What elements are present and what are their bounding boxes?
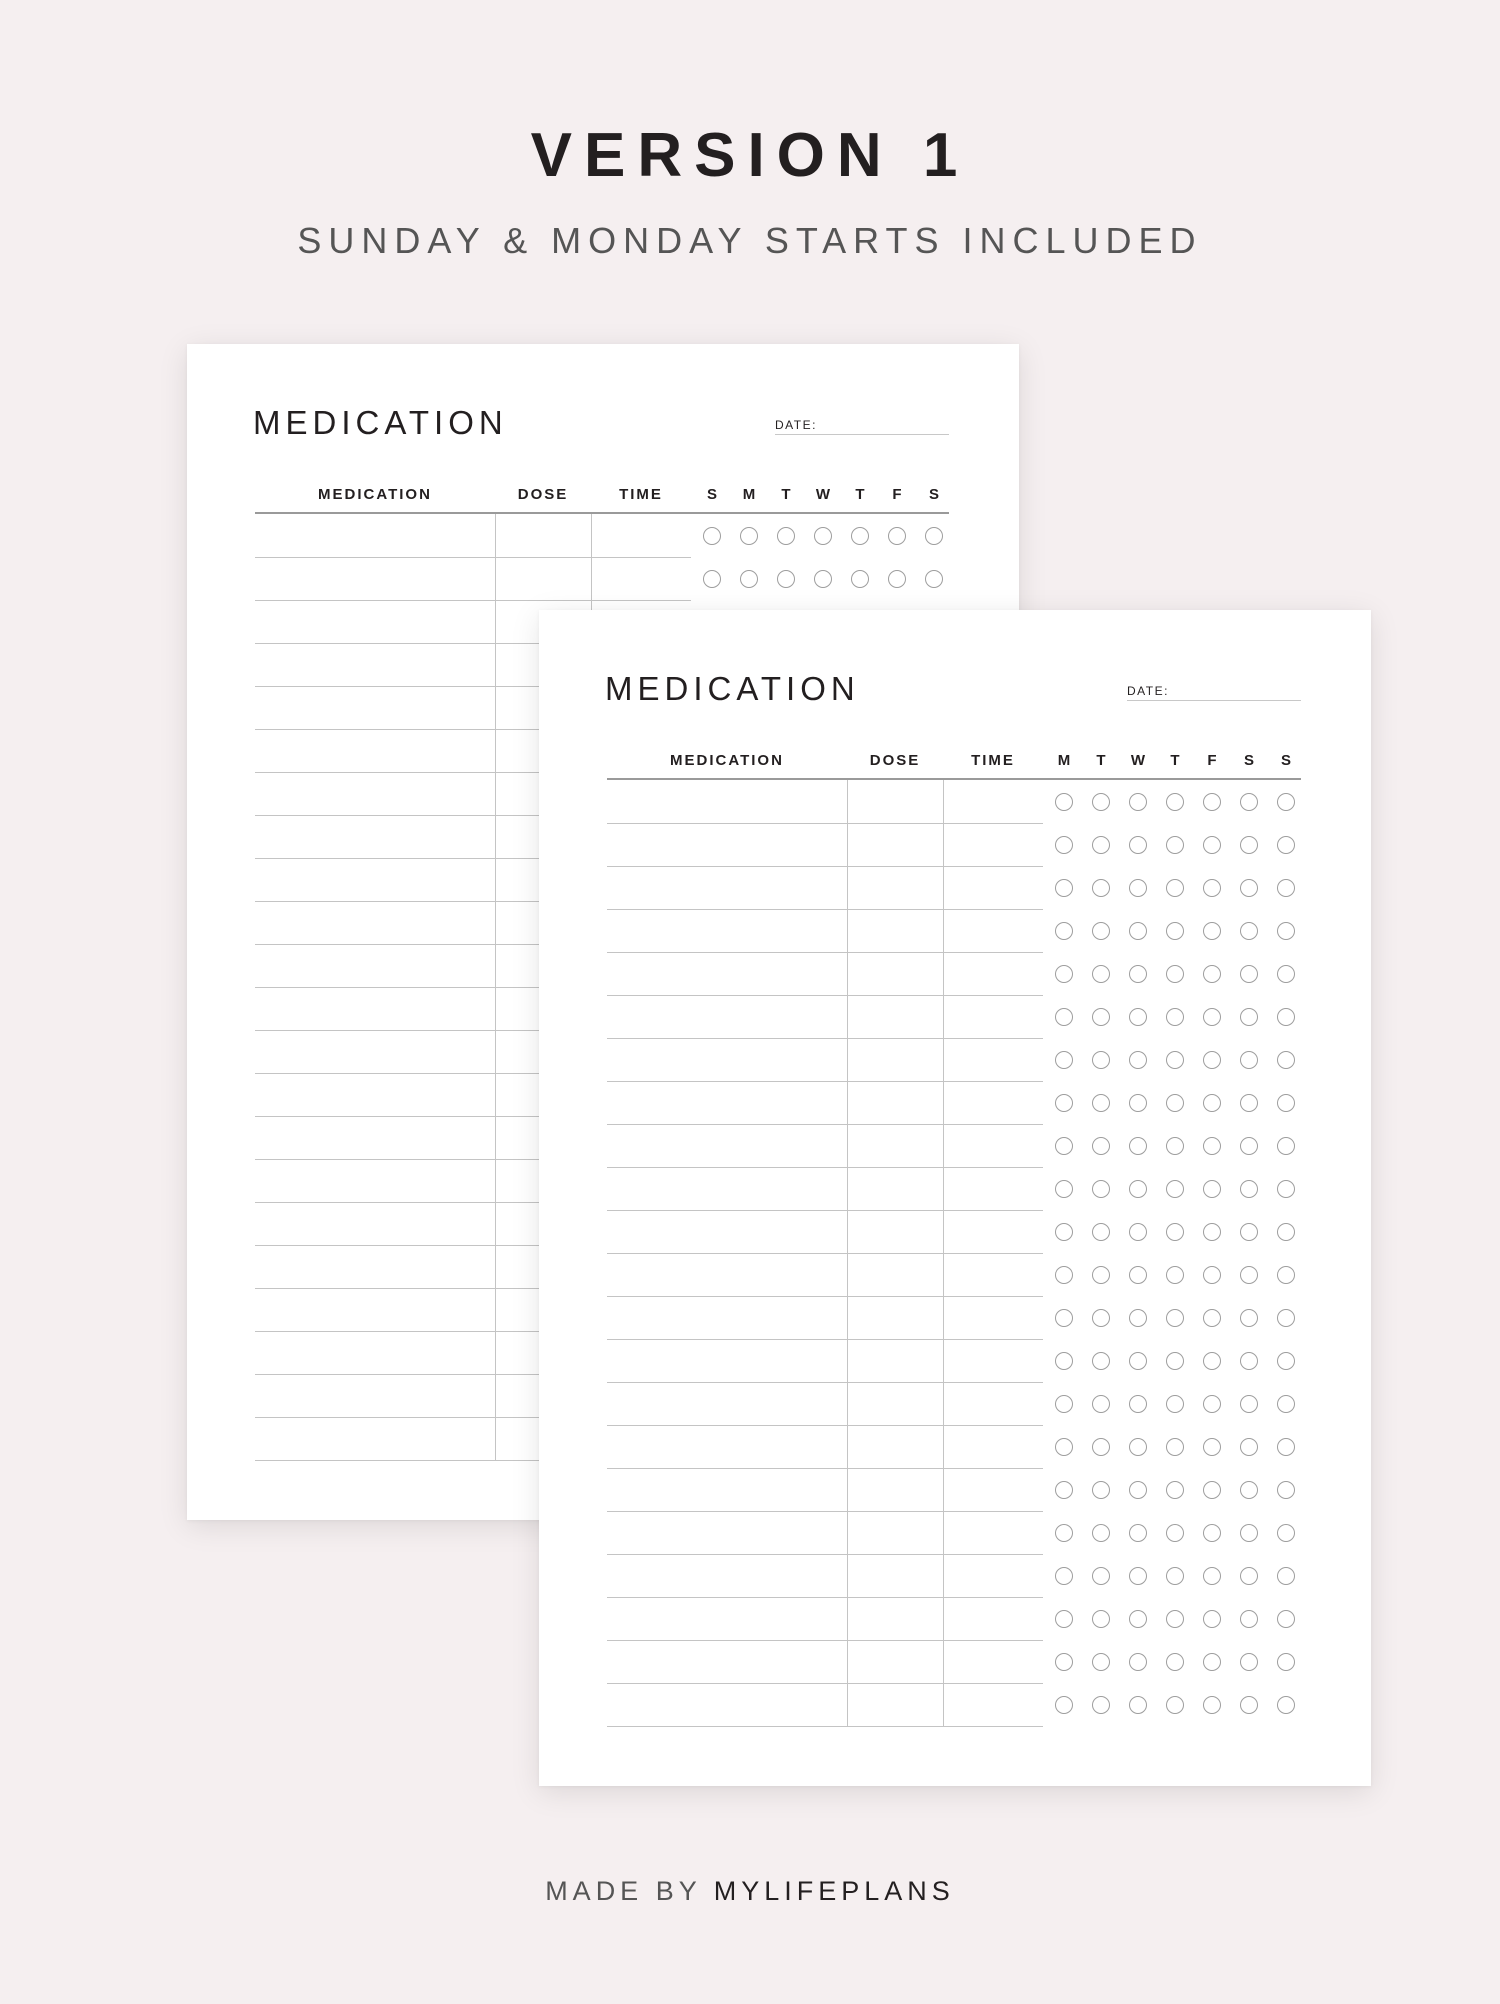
row-rule [607,1253,1043,1254]
day-checkbox[interactable] [1055,1094,1073,1112]
day-checkbox[interactable] [1092,1266,1110,1284]
day-checkbox[interactable] [1277,1610,1295,1628]
day-checkbox[interactable] [1203,1094,1221,1112]
day-checkbox[interactable] [1240,1395,1258,1413]
day-checkbox[interactable] [1129,1051,1147,1069]
day-checkbox[interactable] [1277,1180,1295,1198]
day-checkbox[interactable] [1277,1352,1295,1370]
day-checkbox[interactable] [1203,922,1221,940]
day-checkbox[interactable] [1277,1094,1295,1112]
row-rule [607,1597,1043,1598]
day-checkbox[interactable] [1203,1137,1221,1155]
day-checkbox[interactable] [1129,1653,1147,1671]
row-rule [607,1726,1043,1727]
day-checkbox[interactable] [1129,836,1147,854]
date-field-line [775,434,949,435]
row-rule [607,1167,1043,1168]
day-checkbox[interactable] [1203,1438,1221,1456]
day-checkbox[interactable] [777,527,795,545]
day-checkbox[interactable] [703,570,721,588]
day-checkbox[interactable] [1203,1653,1221,1671]
day-checkbox[interactable] [1240,1653,1258,1671]
day-checkbox[interactable] [1092,1352,1110,1370]
day-checkbox[interactable] [1166,1051,1184,1069]
day-header: M [1057,752,1071,769]
day-checkbox[interactable] [1240,1223,1258,1241]
row-rule [607,1640,1043,1641]
day-checkbox[interactable] [1277,1481,1295,1499]
day-checkbox[interactable] [1166,1180,1184,1198]
day-checkbox[interactable] [1166,1266,1184,1284]
day-header: T [1096,752,1106,769]
row-rule [607,1038,1043,1039]
day-checkbox[interactable] [1240,836,1258,854]
day-checkbox[interactable] [1277,965,1295,983]
day-checkbox[interactable] [1092,1524,1110,1542]
day-checkbox[interactable] [1166,965,1184,983]
day-checkbox[interactable] [1055,793,1073,811]
day-checkbox[interactable] [1166,1309,1184,1327]
day-checkbox[interactable] [1277,922,1295,940]
day-checkbox[interactable] [1129,1610,1147,1628]
day-checkbox[interactable] [1129,1137,1147,1155]
row-rule [607,1124,1043,1125]
day-checkbox[interactable] [1092,1567,1110,1585]
row-rule [607,1081,1043,1082]
day-checkbox[interactable] [1203,1395,1221,1413]
day-checkbox[interactable] [1055,1610,1073,1628]
day-checkbox[interactable] [1240,922,1258,940]
day-checkbox[interactable] [740,527,758,545]
day-checkbox[interactable] [1129,1008,1147,1026]
day-checkbox[interactable] [703,527,721,545]
day-checkbox[interactable] [888,527,906,545]
day-checkbox[interactable] [1166,1696,1184,1714]
day-checkbox[interactable] [1203,1180,1221,1198]
row-rule [607,1511,1043,1512]
day-checkbox[interactable] [1240,1524,1258,1542]
day-checkbox[interactable] [1092,1223,1110,1241]
day-checkbox[interactable] [1203,1610,1221,1628]
sheet-title: MEDICATION [253,404,508,441]
day-checkbox[interactable] [1092,1696,1110,1714]
day-checkbox[interactable] [1129,1395,1147,1413]
date-field-line [1127,700,1301,701]
day-checkbox[interactable] [1092,1309,1110,1327]
day-checkbox[interactable] [1055,1137,1073,1155]
day-checkbox[interactable] [1203,1524,1221,1542]
row-rule [607,1339,1043,1340]
row-rule [607,866,1043,867]
column-header-time: TIME [971,752,1015,769]
day-checkbox[interactable] [1166,1094,1184,1112]
day-checkbox[interactable] [1092,1180,1110,1198]
day-checkbox[interactable] [1055,1352,1073,1370]
day-checkbox[interactable] [1055,1051,1073,1069]
day-checkbox[interactable] [1092,793,1110,811]
day-checkbox[interactable] [1129,1223,1147,1241]
day-header: F [1207,752,1217,769]
footer-credit [0,1876,1500,1907]
banner-title: VERSION 1 [530,121,970,190]
day-header: S [1243,752,1254,769]
row-rule [607,1468,1043,1469]
day-checkbox[interactable] [1129,1567,1147,1585]
day-checkbox[interactable] [1203,793,1221,811]
day-checkbox[interactable] [1277,1524,1295,1542]
day-header: T [855,486,865,503]
planner-sheet-monday-start [539,610,1371,1786]
row-rule [255,557,691,558]
day-checkbox[interactable] [1203,1266,1221,1284]
day-checkbox[interactable] [1166,1438,1184,1456]
day-checkbox[interactable] [777,570,795,588]
date-label: DATE: [775,418,817,432]
day-checkbox[interactable] [1092,1395,1110,1413]
day-checkbox[interactable] [1277,1137,1295,1155]
column-header-time: TIME [619,486,663,503]
row-rule [255,600,691,601]
row-rule [607,952,1043,953]
day-checkbox[interactable] [1092,1137,1110,1155]
day-checkbox[interactable] [1129,879,1147,897]
day-checkbox[interactable] [1203,1223,1221,1241]
day-checkbox[interactable] [1277,1008,1295,1026]
row-rule [607,1296,1043,1297]
day-checkbox[interactable] [1203,1352,1221,1370]
day-checkbox[interactable] [1240,965,1258,983]
day-checkbox[interactable] [1203,1696,1221,1714]
day-checkbox[interactable] [814,570,832,588]
day-checkbox[interactable] [1092,1653,1110,1671]
day-checkbox[interactable] [1092,879,1110,897]
day-checkbox[interactable] [1055,965,1073,983]
row-rule [607,1210,1043,1211]
day-checkbox[interactable] [1092,1051,1110,1069]
day-checkbox[interactable] [851,527,869,545]
day-checkbox[interactable] [1129,1180,1147,1198]
day-checkbox[interactable] [740,570,758,588]
header-rule [255,512,949,514]
day-checkbox[interactable] [1240,879,1258,897]
day-header: T [781,486,791,503]
header-rule [607,778,1301,780]
day-checkbox[interactable] [1240,1008,1258,1026]
day-header: W [815,486,831,503]
day-checkbox[interactable] [1055,1524,1073,1542]
day-checkbox[interactable] [1240,1180,1258,1198]
day-checkbox[interactable] [1277,1395,1295,1413]
day-checkbox[interactable] [1277,1653,1295,1671]
day-checkbox[interactable] [1129,1266,1147,1284]
day-checkbox[interactable] [1055,1266,1073,1284]
row-rule [607,1425,1043,1426]
day-checkbox[interactable] [1277,1051,1295,1069]
day-checkbox[interactable] [1166,1610,1184,1628]
day-checkbox[interactable] [1240,1438,1258,1456]
day-checkbox[interactable] [1055,1567,1073,1585]
day-checkbox[interactable] [925,570,943,588]
column-header-dose: DOSE [869,752,921,769]
day-header: T [1170,752,1180,769]
day-checkbox[interactable] [1240,1696,1258,1714]
day-checkbox[interactable] [1129,1438,1147,1456]
day-checkbox[interactable] [1166,793,1184,811]
day-checkbox[interactable] [1277,879,1295,897]
day-checkbox[interactable] [1129,1481,1147,1499]
day-checkbox[interactable] [1203,1481,1221,1499]
day-checkbox[interactable] [1277,836,1295,854]
day-checkbox[interactable] [1092,1610,1110,1628]
day-checkbox[interactable] [1055,1696,1073,1714]
day-checkbox[interactable] [1166,1223,1184,1241]
day-checkbox[interactable] [1129,922,1147,940]
day-checkbox[interactable] [1092,1481,1110,1499]
day-checkbox[interactable] [1203,1051,1221,1069]
day-checkbox[interactable] [1166,836,1184,854]
day-checkbox[interactable] [1277,1309,1295,1327]
day-checkbox[interactable] [1240,1567,1258,1585]
row-rule [607,823,1043,824]
day-checkbox[interactable] [1055,1481,1073,1499]
column-header-medication: MEDICATION [318,486,432,503]
day-checkbox[interactable] [1166,1395,1184,1413]
day-checkbox[interactable] [1092,1094,1110,1112]
day-checkbox[interactable] [925,527,943,545]
day-checkbox[interactable] [1166,1653,1184,1671]
day-checkbox[interactable] [814,527,832,545]
day-checkbox[interactable] [1166,1481,1184,1499]
day-checkbox[interactable] [1055,1008,1073,1026]
day-checkbox[interactable] [1055,1395,1073,1413]
day-checkbox[interactable] [1129,793,1147,811]
day-checkbox[interactable] [1240,1352,1258,1370]
day-checkbox[interactable] [1277,793,1295,811]
day-checkbox[interactable] [1055,836,1073,854]
day-checkbox[interactable] [1240,1094,1258,1112]
day-checkbox[interactable] [1092,1008,1110,1026]
day-checkbox[interactable] [1277,1567,1295,1585]
day-checkbox[interactable] [1240,1309,1258,1327]
day-checkbox[interactable] [1240,1137,1258,1155]
day-checkbox[interactable] [1277,1266,1295,1284]
day-checkbox[interactable] [1277,1696,1295,1714]
day-checkbox[interactable] [1055,1223,1073,1241]
day-checkbox[interactable] [1129,965,1147,983]
day-checkbox[interactable] [1092,922,1110,940]
row-rule [607,1554,1043,1555]
date-label: DATE: [1127,684,1169,698]
footer-brand: MYLIFEPLANS [713,1876,955,1906]
day-checkbox[interactable] [1129,1696,1147,1714]
day-checkbox[interactable] [1277,1223,1295,1241]
day-header: F [892,486,902,503]
column-header-medication: MEDICATION [670,752,784,769]
sheet-title: MEDICATION [605,670,860,707]
day-checkbox[interactable] [1277,1438,1295,1456]
day-checkbox[interactable] [1055,879,1073,897]
day-checkbox[interactable] [1240,1051,1258,1069]
day-checkbox[interactable] [1166,1008,1184,1026]
day-checkbox[interactable] [1166,922,1184,940]
day-checkbox[interactable] [1092,836,1110,854]
column-header-dose: DOSE [517,486,569,503]
day-checkbox[interactable] [1166,879,1184,897]
day-checkbox[interactable] [1055,1653,1073,1671]
day-checkbox[interactable] [1092,1438,1110,1456]
day-checkbox[interactable] [1055,1309,1073,1327]
day-checkbox[interactable] [1240,1610,1258,1628]
day-checkbox[interactable] [1055,1180,1073,1198]
day-checkbox[interactable] [1240,793,1258,811]
row-rule [607,995,1043,996]
day-header: S [1280,752,1291,769]
day-checkbox[interactable] [1166,1137,1184,1155]
day-checkbox[interactable] [1203,879,1221,897]
row-rule [607,1683,1043,1684]
day-checkbox[interactable] [1129,1524,1147,1542]
footer-made-by: MADE BY [545,1876,702,1906]
day-checkbox[interactable] [1092,965,1110,983]
day-checkbox[interactable] [1203,1567,1221,1585]
row-rule [607,909,1043,910]
day-checkbox[interactable] [1129,1352,1147,1370]
day-checkbox[interactable] [1203,1309,1221,1327]
day-header: M [742,486,756,503]
day-header: W [1130,752,1146,769]
day-checkbox[interactable] [1129,1309,1147,1327]
day-checkbox[interactable] [888,570,906,588]
row-rule [607,1382,1043,1383]
day-checkbox[interactable] [1166,1567,1184,1585]
day-checkbox[interactable] [1203,965,1221,983]
day-checkbox[interactable] [1055,922,1073,940]
day-checkbox[interactable] [1203,836,1221,854]
day-header: S [928,486,939,503]
day-checkbox[interactable] [1240,1266,1258,1284]
day-checkbox[interactable] [1203,1008,1221,1026]
day-checkbox[interactable] [1240,1481,1258,1499]
day-checkbox[interactable] [851,570,869,588]
banner-subtitle: SUNDAY & MONDAY STARTS INCLUDED [297,220,1203,261]
day-checkbox[interactable] [1055,1438,1073,1456]
day-checkbox[interactable] [1129,1094,1147,1112]
day-header: S [706,486,717,503]
day-checkbox[interactable] [1166,1524,1184,1542]
day-checkbox[interactable] [1166,1352,1184,1370]
